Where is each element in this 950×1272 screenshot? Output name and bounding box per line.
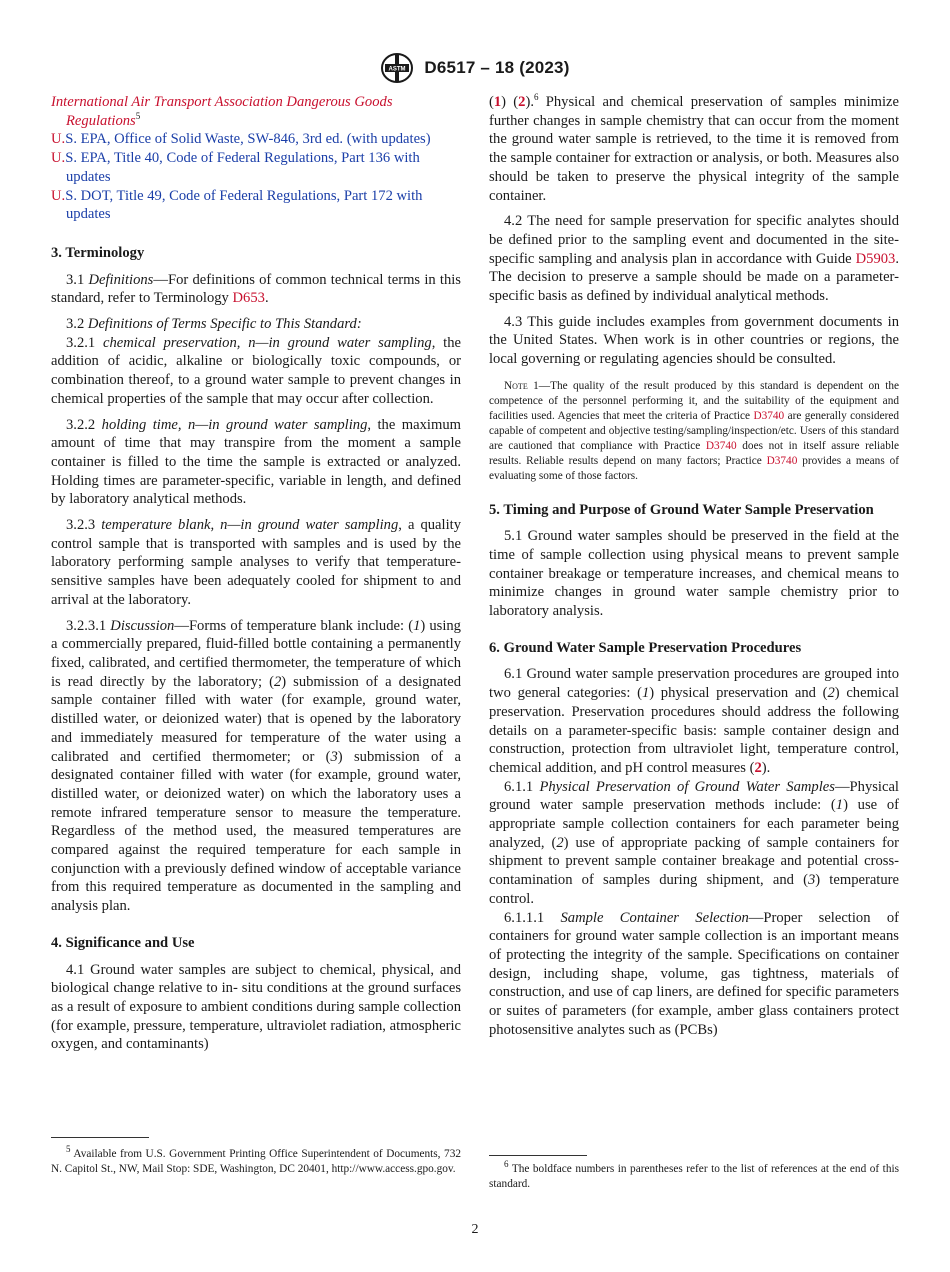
- footnote-rule-left: [51, 1137, 149, 1138]
- section-3-heading: 3. Terminology: [51, 244, 145, 261]
- section-4-heading: 4. Significance and Use: [51, 934, 195, 951]
- paragraph-3-2-3-1: 3.2.3.1 Discussion—Forms of temperature blank include: (1) using a commercially prepared, fluid-filled bottle containing a permanently fixed, calibrated, and certified thermometer, the temperature of which is read directly by the laboratory; (2) submission of a designated sample container filled with water (for example, ground water, distilled water, or deionized water) that is opened by the laboratory and immediately measured for temperature of the water using a calibrated and certified thermometer; or (3) submission of a designated container filled with water (for example, ground water, distilled water, or deionized water) on which the laboratory uses a remote infrared temperature sensor to measure the temperature. Regardless of the method used, the measured temperatures are compared against the required temperature for each sample in conjunction with a previously defined window of acceptable variance from this required temperature as documented in the sampling and analysis plan.: [51, 617, 461, 915]
- left-column: [51, 93, 461, 1061]
- paragraph-4-1-continued: (1) (2).$^6$ Physical and chemical preservation of samples minimize further changes in sample chemistry that can occur from the moment the ground water sample is retrieved, to the time it is removed from the sample container for extraction or analysis, or both. Measures also should be taken to preserve the physical integrity of the sample container.: [489, 92, 899, 204]
- reference-dot-title49[interactable]: U.S. DOT, Title 49, Code of Federal Regulations, Part 172 with updates: [51, 187, 423, 223]
- citation-1[interactable]: 1: [493, 94, 502, 110]
- paragraph-3-2-2: 3.2.2 holding time, n—in ground water sampling, the maximum amount of time that may transpire from the moment a sample container is filled to the time the sample is extracted or analyzed. Holding times are parameter-specific, variable in length, and defined by laboratory analytical methods.: [51, 416, 461, 508]
- page-number: 2: [471, 1222, 479, 1237]
- link-d5903[interactable]: D5903: [855, 250, 896, 267]
- link-d3740[interactable]: D3740: [753, 410, 785, 423]
- section-5-heading: 5. Timing and Purpose of Ground Water Sample Preservation: [489, 501, 874, 518]
- reference-epa-sw846[interactable]: U.S. EPA, Office of Solid Waste, SW-846, 3rd ed. (with updates): [51, 131, 431, 148]
- footnote-rule-right: [489, 1155, 587, 1156]
- standard-designation: D6517 – 18 (2023): [424, 58, 570, 77]
- link-d653[interactable]: D653: [232, 290, 265, 307]
- paragraph-5-1: 5.1 Ground water samples should be preserved in the field at the time of sample collection using physical means to prevent sample container breakage or temperature increases, and chemical means to minimize changes in ground water sample chemistry prior to laboratory analysis.: [489, 528, 899, 620]
- paragraph-6-1-1-1: 6.1.1.1 Sample Container Selection—Proper selection of containers for ground water sample collection is an important means of protecting the integrity of the sample. Specifications on container design, including shape, volume, gas tightness, materials of construction, and use of cap liners, are defined for specific parameters or suites of parameters (for example, amber glass containers protect photosensitive analytes such as (PCBs): [489, 909, 899, 1038]
- paragraph-6-1-1: 6.1.1 Physical Preservation of Ground Water Samples—Physical ground water sample preservation methods include: (1) use of appropriate sample collection containers for each parameter being analyzed, (2) use of appropriate packing of sample containers for shipment to prevent sample container breakage and potential cross-contamination of samples during shipment, and (3) temperature control.: [489, 778, 899, 907]
- footnote-5: $^5$ Available from U.S. Government Printing Office Superintendent of Documents, 732 N. Capitol St., NW, Mail Stop: SDE, Washington, DC 20401, http://www.access.gpo.gov.: [51, 1144, 461, 1176]
- paragraph-4-3: 4.3 This guide includes examples from government documents in the United States. When work is in other countries or regions, the local governing or regulating agencies should be consulted.: [489, 313, 899, 368]
- paragraph-3-1: 3.1 Definitions—For definitions of common technical terms in this standard, refer to Terminology D653.: [51, 271, 461, 307]
- astm-logo-icon: [380, 52, 414, 84]
- reference-epa-title40[interactable]: U.S. EPA, Title 40, Code of Federal Regulations, Part 136 with updates: [51, 150, 420, 185]
- paragraph-6-1: 6.1 Ground water sample preservation procedures are grouped into two general categories: (1) physical preservation and (2) chemical preservation. Preservation procedures should address the following details on a parameter-specific basis: sample container design and construction, protection from ultraviolet light, temperature control, chemical addition, and pH control measures (2).: [489, 666, 899, 776]
- paragraph-3-2: 3.2 Definitions of Terms Specific to This Standard:: [66, 316, 362, 333]
- citation-2[interactable]: 2: [754, 759, 762, 776]
- paragraph-4-2: 4.2 The need for sample preservation for specific analytes should be defined prior to the sampling event and documented in the site-specific sampling and analysis plan in accordance with Guide D5903. The decision to preserve a sample should be made on a parameter-specific basis as defined by individual analytical methods.: [489, 213, 899, 305]
- paragraph-4-1: 4.1 Ground water samples are subject to chemical, physical, and biological change relative to in- situ conditions at the ground surfaces as a result of exposure to ambient conditions during sample collection (for example, pressure, temperature, ultraviolet radiation, atmospheric oxygen, and contaminants): [51, 961, 461, 1053]
- link-d3740[interactable]: D3740: [705, 440, 737, 453]
- paragraph-3-2-3: 3.2.3 temperature blank, n—in ground water sampling, a quality control sample that is transported with samples and is used by the laboratory performing sample analyses to verify that temperature-sensitive samples have been adequately cooled for shipment to and arrival at the laboratory.: [51, 517, 461, 608]
- page-header: [0, 52, 950, 84]
- right-column: [489, 93, 899, 1046]
- reference-iata[interactable]: International Air Transport Association Dangerous Goods Regulations$^5$: [51, 94, 393, 129]
- footnote-6: $^6$ The boldface numbers in parentheses refer to the list of references at the end of this standard.: [489, 1159, 899, 1191]
- note-1: Note 1—The quality of the result produced by this standard is dependent on the competence of the personnel performing it, and the suitability of the equipment and facilities used. Agencies that meet the criteria of Practice D3740 are generally considered capable of competent and objective testing/sampling/inspection/etc. Users of this standard are cautioned that compliance with Practice D3740 does not in itself assure reliable results. Reliable results depend on many factors; Practice D3740 provides a means of evaluating some of those factors.: [489, 379, 900, 483]
- paragraph-3-2-1: 3.2.1 chemical preservation, n—in ground water sampling, the addition of acidic, alkaline or biologically toxic compounds, or combination thereof, to a ground water sample to prevent changes in chemical properties of the sample that may occur after collection.: [51, 334, 461, 407]
- section-6-heading: 6. Ground Water Sample Preservation Procedures: [489, 639, 802, 656]
- link-d3740[interactable]: D3740: [766, 455, 798, 468]
- svg-text:ASTM: ASTM: [388, 66, 406, 73]
- citation-2[interactable]: 2: [518, 94, 526, 110]
